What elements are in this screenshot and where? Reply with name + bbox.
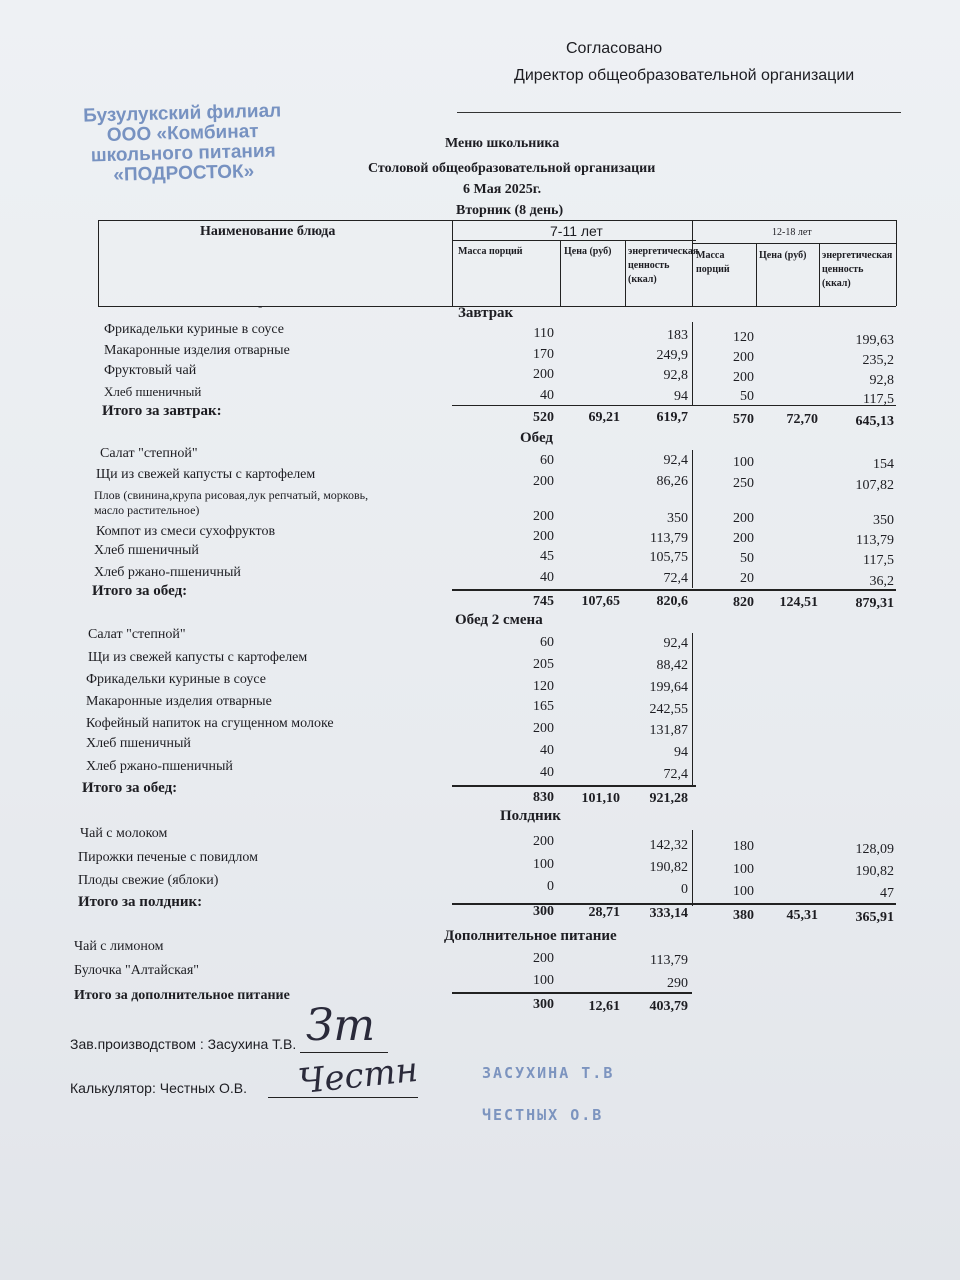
energy-value: 242,55 bbox=[649, 702, 688, 717]
dish-name: Салат "степной" bbox=[88, 627, 186, 642]
dish-name: Пирожки печеные с повидлом bbox=[78, 850, 258, 865]
dish-name: Щи из свежей капусты с картофелем bbox=[88, 650, 308, 665]
mass-value: 200 bbox=[533, 951, 554, 966]
dish-name: Кофейный напиток на сгущенном молоке bbox=[86, 716, 334, 731]
dish-name: Макаронные изделия отварные bbox=[104, 343, 290, 358]
energy-value: 290 bbox=[667, 976, 688, 991]
age-group-7-11: 7-11 лет bbox=[550, 223, 603, 239]
mass-value-senior: 20 bbox=[740, 571, 754, 586]
mass-value: 200 bbox=[533, 474, 554, 489]
energy-value: 183 bbox=[667, 328, 688, 343]
header-col-divider bbox=[560, 240, 561, 306]
total-mass: 300 bbox=[533, 997, 554, 1012]
energy-value: 92,4 bbox=[663, 453, 688, 468]
energy-value-senior: 47 bbox=[880, 886, 894, 901]
section-snack: Полдник bbox=[500, 808, 561, 824]
energy-value: 190,82 bbox=[649, 860, 688, 875]
dish-name: Компот из смеси сухофруктов bbox=[96, 524, 276, 539]
snack-total-label: Итого за полдник: bbox=[78, 894, 203, 910]
menu-title: Меню школьника bbox=[445, 136, 560, 151]
dish-name: Салат "степной" bbox=[100, 446, 198, 461]
mass-value-senior: 50 bbox=[740, 551, 754, 566]
energy-value: 72,4 bbox=[663, 767, 688, 782]
total-price: 28,71 bbox=[588, 905, 620, 920]
extra-total-label: Итого за дополнительное питание bbox=[74, 988, 290, 1003]
mass-value-senior: 100 bbox=[733, 455, 754, 470]
mass-value-senior: 200 bbox=[733, 511, 754, 526]
subtotal-line bbox=[452, 992, 692, 994]
mass-value: 200 bbox=[533, 367, 554, 382]
total-price: 69,21 bbox=[588, 410, 620, 425]
energy-value-senior: 154 bbox=[873, 457, 894, 472]
chief-signature: Зт bbox=[306, 1000, 376, 1051]
column-divider bbox=[692, 830, 693, 906]
mass-value: 40 bbox=[540, 743, 554, 758]
calculator-signature: Честн bbox=[296, 1049, 420, 1103]
mass-value: 100 bbox=[533, 857, 554, 872]
total-mass-senior: 820 bbox=[733, 595, 754, 610]
dish-name: Фрикадельки куриные в соусе bbox=[86, 672, 266, 687]
stamp-line: «ПОДРОСТОК» bbox=[113, 161, 255, 186]
mass-value: 165 bbox=[533, 699, 554, 714]
dish-name: Фруктовый чай bbox=[104, 363, 197, 378]
energy-value: 0 bbox=[681, 882, 688, 897]
header-col-divider bbox=[452, 220, 453, 306]
mass-value-senior: 100 bbox=[733, 862, 754, 877]
mass-value: 100 bbox=[533, 973, 554, 988]
mass-value: 60 bbox=[540, 453, 554, 468]
dish-name: Хлеб пшеничный bbox=[86, 736, 191, 751]
total-energy-senior: 365,91 bbox=[855, 910, 894, 925]
approval-label: Согласовано bbox=[566, 40, 663, 57]
mass-value-senior: 120 bbox=[733, 330, 754, 345]
lunch-total-label: Итого за обед: bbox=[92, 583, 188, 599]
total-energy-senior: 645,13 bbox=[855, 414, 894, 429]
mass-value-senior: 200 bbox=[733, 370, 754, 385]
mass-value-senior: 250 bbox=[733, 476, 754, 491]
total-price: 101,10 bbox=[581, 791, 620, 806]
dish-name: Хлеб пшеничный bbox=[94, 543, 199, 558]
energy-value: 105,75 bbox=[649, 550, 688, 565]
total-price: 12,61 bbox=[588, 999, 620, 1014]
energy-value-senior: 128,09 bbox=[855, 842, 894, 857]
total-price-senior: 124,51 bbox=[779, 595, 818, 610]
mass-header-senior: Масса порций bbox=[696, 250, 730, 275]
energy-value-senior: 117,5 bbox=[863, 392, 894, 407]
table-border-top bbox=[98, 220, 896, 221]
dish-name: Макаронные изделия отварные bbox=[86, 694, 272, 709]
energy-value: 88,42 bbox=[656, 658, 688, 673]
energy-value: 86,26 bbox=[656, 474, 688, 489]
dish-name: Хлеб пшеничный bbox=[104, 384, 202, 399]
mass-value: 200 bbox=[533, 721, 554, 736]
total-mass: 830 bbox=[533, 790, 554, 805]
energy-value: 72,4 bbox=[663, 571, 688, 586]
section-extra: Дополнительное питание bbox=[444, 928, 617, 944]
total-mass: 520 bbox=[533, 410, 554, 425]
energy-value: 350 bbox=[667, 511, 688, 526]
section-lunch: Обед bbox=[520, 430, 554, 446]
energy-value: 94 bbox=[674, 745, 688, 760]
mass-value-senior: 100 bbox=[733, 884, 754, 899]
dish-name: Плоды свежие (яблоки) bbox=[78, 873, 219, 888]
energy-value: 131,87 bbox=[649, 723, 688, 738]
total-mass: 745 bbox=[533, 594, 554, 609]
total-energy: 921,28 bbox=[649, 791, 688, 806]
dash-mark: - bbox=[258, 298, 263, 313]
lunch2-total-label: Итого за обед: bbox=[82, 780, 178, 796]
stamp-line: Бузулукский филиал bbox=[82, 100, 282, 127]
subtotal-line bbox=[452, 589, 896, 591]
mass-value: 60 bbox=[540, 635, 554, 650]
energy-value-senior: 92,8 bbox=[869, 373, 894, 388]
age-group-12-18: 12-18 лет bbox=[772, 227, 812, 238]
subtotal-line bbox=[452, 405, 896, 406]
column-divider bbox=[692, 322, 693, 406]
dish-name: Плов (свинина,крупа рисовая,лук репчатый, морковь, bbox=[94, 488, 369, 502]
total-energy: 403,79 bbox=[649, 999, 688, 1014]
energy-value: 94 bbox=[674, 389, 688, 404]
total-energy: 619,7 bbox=[656, 410, 688, 425]
energy-value: 113,79 bbox=[650, 953, 688, 968]
energy-value-senior: 350 bbox=[873, 513, 894, 528]
header-col-divider bbox=[625, 240, 626, 306]
mass-value: 45 bbox=[540, 549, 554, 564]
total-price: 107,65 bbox=[581, 594, 620, 609]
total-price-senior: 45,31 bbox=[786, 908, 818, 923]
dish-name-continued: масло растительное) bbox=[94, 503, 200, 517]
energy-value-senior: 199,63 bbox=[855, 333, 894, 348]
header-col-divider bbox=[692, 220, 693, 306]
total-price-senior: 72,70 bbox=[786, 412, 818, 427]
energy-value: 92,8 bbox=[663, 368, 688, 383]
mass-value-senior: 200 bbox=[733, 350, 754, 365]
column-divider bbox=[692, 633, 693, 785]
dish-name: Чай с лимоном bbox=[74, 939, 164, 954]
company-stamp bbox=[67, 101, 299, 187]
dish-name: Булочка "Алтайская" bbox=[74, 963, 200, 978]
chief-signature-line bbox=[300, 1052, 388, 1053]
energy-value-senior: 113,79 bbox=[856, 533, 894, 548]
header-divider-right bbox=[692, 243, 896, 244]
table-border-left bbox=[98, 220, 99, 306]
column-divider bbox=[692, 450, 693, 588]
header-col-divider bbox=[756, 243, 757, 306]
calculator-name-stamp: ЧЕСТНЫХ О.В bbox=[482, 1106, 604, 1124]
dish-name: Щи из свежей капусты с картофелем bbox=[96, 467, 316, 482]
total-energy-senior: 879,31 bbox=[855, 596, 894, 611]
energy-value-senior: 117,5 bbox=[863, 553, 894, 568]
header-col-divider bbox=[819, 243, 820, 306]
dish-name: Фрикадельки куриные в соусе bbox=[104, 322, 284, 337]
mass-value: 40 bbox=[540, 570, 554, 585]
price-header-senior: Цена (руб) bbox=[759, 250, 807, 261]
energy-value: 113,79 bbox=[650, 531, 688, 546]
mass-value: 40 bbox=[540, 765, 554, 780]
dish-name: Хлеб ржано-пшеничный bbox=[86, 759, 233, 774]
mass-value-senior: 200 bbox=[733, 531, 754, 546]
mass-value: 200 bbox=[533, 509, 554, 524]
date-title: 6 Мая 2025г. bbox=[463, 182, 542, 197]
mass-value: 40 bbox=[540, 388, 554, 403]
energy-value: 199,64 bbox=[649, 680, 688, 695]
dish-name: Хлеб ржано-пшеничный bbox=[94, 565, 241, 580]
stamp-line: школьного питания bbox=[90, 140, 276, 167]
mass-value-senior: 180 bbox=[733, 839, 754, 854]
mass-value-senior: 50 bbox=[740, 389, 754, 404]
mass-value: 200 bbox=[533, 834, 554, 849]
stamp-line: ООО «Комбинат bbox=[106, 121, 259, 146]
mass-value: 0 bbox=[547, 879, 554, 894]
mass-header: Масса порций bbox=[458, 246, 523, 257]
subtotal-line bbox=[452, 785, 696, 787]
section-breakfast: Завтрак bbox=[458, 305, 514, 321]
director-signature-line bbox=[457, 112, 901, 113]
mass-value: 170 bbox=[533, 347, 554, 362]
mass-value: 205 bbox=[533, 657, 554, 672]
day-title: Вторник (8 день) bbox=[456, 203, 564, 218]
energy-value-senior: 190,82 bbox=[855, 864, 894, 879]
section-lunch-second-shift: Обед 2 смена bbox=[455, 612, 543, 628]
energy-value: 142,32 bbox=[649, 838, 688, 853]
energy-value-senior: 107,82 bbox=[855, 478, 894, 493]
table-border-right bbox=[896, 220, 897, 306]
total-mass-senior: 570 bbox=[733, 412, 754, 427]
breakfast-total-label: Итого за завтрак: bbox=[102, 403, 222, 419]
director-label: Директор общеобразовательной организации bbox=[514, 67, 855, 84]
mass-value: 110 bbox=[533, 326, 554, 341]
price-header: Цена (руб) bbox=[564, 246, 612, 257]
total-energy: 333,14 bbox=[649, 906, 688, 921]
dish-name: Чай с молоком bbox=[80, 826, 168, 841]
mass-value: 200 bbox=[533, 529, 554, 544]
energy-header: энергетическая ценность (ккал) bbox=[628, 246, 699, 285]
mass-value: 120 bbox=[533, 679, 554, 694]
total-mass: 300 bbox=[533, 904, 554, 919]
energy-value-senior: 36,2 bbox=[869, 574, 894, 589]
total-energy: 820,6 bbox=[656, 594, 688, 609]
energy-value-senior: 235,2 bbox=[862, 353, 894, 368]
dish-header: Наименование блюда bbox=[200, 224, 336, 239]
energy-header-senior: энергетическая ценность (ккал) bbox=[822, 250, 893, 289]
total-mass-senior: 380 bbox=[733, 908, 754, 923]
canteen-title: Столовой общеобразовательной организации bbox=[368, 161, 656, 176]
header-divider-left bbox=[452, 240, 696, 241]
chief-name-stamp: ЗАСУХИНА Т.В bbox=[482, 1064, 615, 1082]
energy-value: 92,4 bbox=[663, 636, 688, 651]
production-chief-label: Зав.производством : Засухина Т.В. bbox=[70, 1036, 297, 1052]
energy-value: 249,9 bbox=[656, 348, 688, 363]
calculator-label: Калькулятор: Честных О.В. bbox=[70, 1080, 247, 1096]
